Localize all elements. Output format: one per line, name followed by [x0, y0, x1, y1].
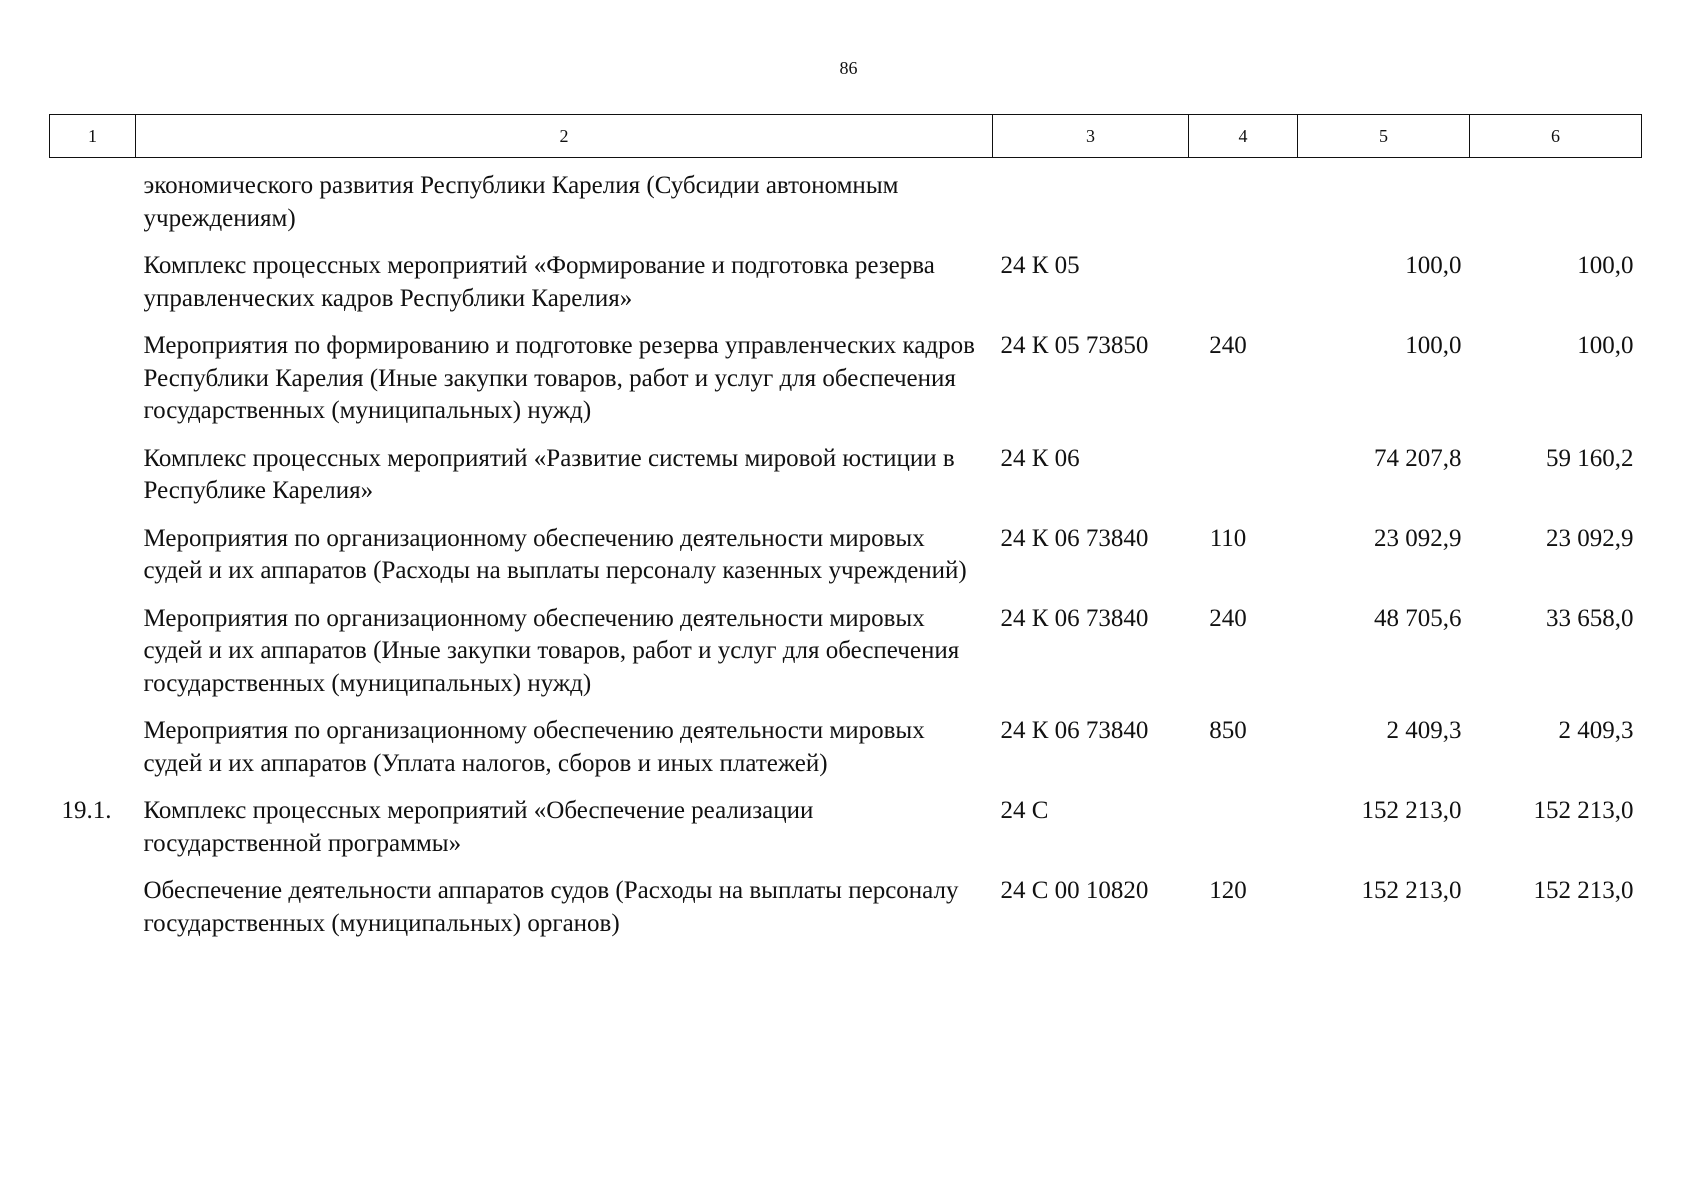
row-code: 24 К 06 73840: [1000, 717, 1149, 744]
row-amount-col6: 152 213,0: [1533, 797, 1634, 824]
row-amount-col5: 74 207,8: [1374, 444, 1462, 472]
row-amount-col5: 100,0: [1405, 252, 1462, 279]
row-expense-type: 240: [1209, 332, 1247, 359]
row-description: Обеспечение деятельности аппаратов судов (Расходы на выплаты персоналу государственных (муниципальных) органов): [143, 877, 959, 937]
row-description: Комплекс процессных мероприятий «Развитие системы мировой юстиции в Республике Карелия»: [143, 444, 955, 504]
table-header: [50, 115, 1642, 158]
page-number: 86: [839, 58, 858, 78]
header-row: [50, 115, 1642, 158]
row-description: Мероприятия по организационному обеспечению деятельности мировых судей и их аппаратов (Уплата налогов, сборов и иных платежей): [143, 717, 925, 777]
row-amount-col5: [1298, 158, 1470, 251]
row-expense-type: [1189, 158, 1298, 251]
row-expense-type: [1189, 250, 1298, 330]
row-code: [993, 158, 1189, 251]
row-code: 24 К 05 73850: [1000, 332, 1149, 359]
row-expense-type: 240: [1209, 604, 1247, 632]
row-description: Мероприятия по организационному обеспечению деятельности мировых судей и их аппаратов (Расходы на выплаты персоналу казенных учреждений): [143, 524, 967, 584]
table-row: [50, 443, 1642, 523]
table-row: [50, 250, 1642, 330]
header-col-6: 6: [1470, 115, 1642, 158]
table-row: [50, 795, 1642, 875]
table-row: [50, 330, 1642, 443]
row-amount-col5: 152 213,0: [1361, 797, 1462, 824]
row-code: 24 К 06: [1000, 444, 1080, 472]
row-code: 24 К 06 73840: [1000, 604, 1149, 632]
row-amount-col5: 48 705,6: [1374, 604, 1462, 632]
header-col-5: 5: [1298, 115, 1470, 158]
row-amount-col6: 100,0: [1577, 252, 1634, 279]
header-col-3: 3: [993, 115, 1189, 158]
row-amount-col6: 23 092,9: [1546, 524, 1634, 552]
row-number: [50, 875, 136, 955]
row-number: [50, 158, 136, 251]
row-amount-col6: 152 213,0: [1533, 877, 1634, 904]
row-amount-col6: 2 409,3: [1558, 717, 1634, 744]
row-description: Мероприятия по организационному обеспечению деятельности мировых судей и их аппаратов (Иные закупки товаров, работ и услуг для обеспечения государственных (муниципальных) нужд): [143, 604, 960, 697]
table-row: [50, 715, 1642, 795]
row-amount-col5: 23 092,9: [1374, 524, 1462, 552]
table-row: [50, 158, 1642, 251]
row-amount-col5: 100,0: [1405, 332, 1462, 359]
row-number: [50, 250, 136, 330]
row-description: Комплекс процессных мероприятий «Обеспечение реализации государственной программы»: [143, 797, 814, 857]
row-expense-type: 120: [1209, 877, 1247, 904]
row-number: [50, 603, 136, 716]
row-amount-col6: 100,0: [1577, 332, 1634, 359]
row-expense-type: 110: [1209, 524, 1247, 552]
table-row: [50, 875, 1642, 955]
row-description: экономического развития Республики Карелия (Субсидии автономным учреждениям): [143, 172, 899, 232]
row-description: Мероприятия по формированию и подготовке резерва управленческих кадров Республики Карелия (Иные закупки товаров, работ и услуг для обеспечения государственных (муниципальных) нужд): [143, 332, 975, 424]
row-description: Комплекс процессных мероприятий «Формирование и подготовка резерва управленческих кадров Республики Карелия»: [143, 252, 935, 312]
row-amount-col5: 2 409,3: [1386, 717, 1462, 744]
row-code: 24 К 06 73840: [1000, 524, 1149, 552]
table-row: [50, 523, 1642, 603]
row-expense-type: [1189, 443, 1298, 523]
row-code: 24 С: [1000, 797, 1049, 824]
table-row: [50, 603, 1642, 716]
header-col-1: 1: [50, 115, 136, 158]
row-code: 24 С 00 10820: [1000, 877, 1149, 904]
row-amount-col5: 152 213,0: [1361, 877, 1462, 904]
row-number: [50, 443, 136, 523]
row-code: 24 К 05: [1000, 252, 1080, 279]
row-number: [50, 523, 136, 603]
row-amount-col6: [1470, 158, 1642, 251]
row-amount-col6: 33 658,0: [1546, 604, 1634, 632]
row-number: [50, 715, 136, 795]
row-expense-type: 850: [1209, 717, 1247, 744]
row-expense-type: [1189, 795, 1298, 875]
header-col-2: 2: [136, 115, 993, 158]
row-number: 19.1.: [61, 797, 112, 824]
row-amount-col6: 59 160,2: [1546, 444, 1634, 472]
budget-table: [49, 114, 1642, 955]
header-col-4: 4: [1189, 115, 1298, 158]
row-number: [50, 330, 136, 443]
table-body: [50, 158, 1642, 956]
